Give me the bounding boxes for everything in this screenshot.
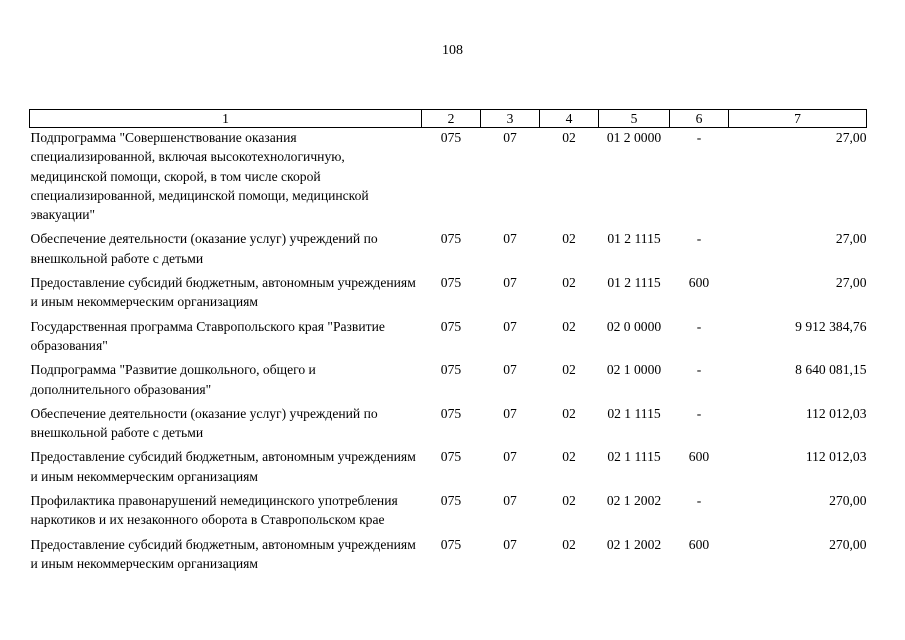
header-cell-1: 1: [30, 110, 422, 128]
table-row: [30, 404, 867, 448]
row-section-code: 07: [503, 231, 517, 247]
row-name: Предоставление субсидий бюджетным, автономным учреждениям и иным некоммерческим организациям: [30, 536, 416, 571]
row-subsection-code: 02: [562, 275, 576, 291]
header-cell-3: 3: [481, 110, 540, 128]
row-expense-type: -: [696, 362, 702, 378]
row-name: Предоставление субсидий бюджетным, автономным учреждениям и иным некоммерческим организациям: [30, 275, 416, 310]
row-expense-type: -: [696, 231, 702, 247]
table-row: [30, 535, 867, 579]
row-ministry-code: 075: [440, 275, 462, 291]
row-section-code: 07: [503, 362, 517, 378]
row-ministry-code: 075: [440, 231, 462, 247]
header-cell-5: 5: [599, 110, 670, 128]
row-subsection-code: 02: [562, 318, 576, 334]
row-ministry-code: 075: [440, 405, 462, 421]
row-expense-type: 600: [688, 536, 710, 552]
row-amount: 112 012,03: [805, 405, 867, 421]
row-ministry-code: 075: [440, 449, 462, 465]
row-expense-type: -: [696, 130, 702, 145]
table-row: [30, 128, 867, 230]
row-subsection-code: 02: [562, 405, 576, 421]
row-section-code: 07: [503, 449, 517, 465]
row-name: Профилактика правонарушений немедицинского употребления наркотиков и их незаконного оборота в Ставропольском крае: [30, 493, 398, 528]
row-target-code: 02 1 2002: [606, 493, 662, 509]
table-row: [30, 273, 867, 317]
row-subsection-code: 02: [562, 130, 576, 145]
table-row: [30, 491, 867, 535]
row-ministry-code: 075: [440, 493, 462, 509]
row-section-code: 07: [503, 405, 517, 421]
row-target-code: 02 0 0000: [606, 318, 662, 334]
row-name: Предоставление субсидий бюджетным, автономным учреждениям и иным некоммерческим организациям: [30, 449, 416, 484]
row-subsection-code: 02: [562, 362, 576, 378]
row-subsection-code: 02: [562, 449, 576, 465]
row-ministry-code: 075: [440, 318, 462, 334]
row-target-code: 01 2 1115: [607, 231, 661, 247]
row-amount: 270,00: [829, 536, 867, 552]
row-target-code: 02 1 1115: [607, 449, 661, 465]
row-amount: 27,00: [835, 231, 867, 247]
row-ministry-code: 075: [440, 536, 462, 552]
table-header: [30, 110, 867, 128]
header-cell-6: 6: [670, 110, 729, 128]
row-name: Обеспечение деятельности (оказание услуг) учреждений по внешкольной работе с детьми: [30, 231, 378, 266]
row-target-code: 02 1 0000: [606, 362, 662, 378]
row-expense-type: -: [696, 493, 702, 509]
row-name: Подпрограмма "Совершенствование оказания специализированной, включая высокотехнологичную, медицинской помощи, скорой, в том числе скорой специализированной, медицинской помощи, медицинской эвакуации": [30, 130, 369, 223]
row-target-code: 01 2 1115: [607, 275, 661, 291]
row-expense-type: 600: [688, 275, 710, 291]
table-row: [30, 229, 867, 273]
row-amount: 27,00: [835, 130, 867, 145]
row-amount: 9 912 384,76: [795, 318, 867, 334]
row-section-code: 07: [503, 493, 517, 509]
row-amount: 8 640 081,15: [795, 362, 867, 378]
row-expense-type: 600: [688, 449, 710, 465]
row-target-code: 02 1 2002: [606, 536, 662, 552]
row-section-code: 07: [503, 130, 517, 145]
table-row: [30, 447, 867, 491]
row-name: Обеспечение деятельности (оказание услуг) учреждений по внешкольной работе с детьми: [30, 405, 378, 441]
header-row: [30, 110, 867, 128]
row-ministry-code: 075: [440, 362, 462, 378]
row-section-code: 07: [503, 275, 517, 291]
row-target-code: 02 1 1115: [607, 405, 661, 421]
header-cell-7: 7: [729, 110, 867, 128]
row-expense-type: -: [696, 405, 702, 421]
page-number: 108: [442, 43, 463, 58]
row-amount: 27,00: [835, 275, 867, 291]
row-subsection-code: 02: [562, 493, 576, 509]
row-subsection-code: 02: [562, 536, 576, 552]
table-body: [30, 128, 867, 579]
row-ministry-code: 075: [440, 130, 462, 145]
row-expense-type: -: [696, 318, 702, 334]
budget-table: [29, 109, 867, 578]
row-section-code: 07: [503, 318, 517, 334]
table-row: [30, 360, 867, 404]
header-cell-2: 2: [422, 110, 481, 128]
row-name: Подпрограмма "Развитие дошкольного, общего и дополнительного образования": [30, 362, 316, 397]
row-subsection-code: 02: [562, 231, 576, 247]
table-row: [30, 317, 867, 361]
row-name: Государственная программа Ставропольского края "Развитие образования": [30, 318, 385, 353]
row-amount: 270,00: [829, 493, 867, 509]
header-cell-4: 4: [540, 110, 599, 128]
row-target-code: 01 2 0000: [606, 130, 662, 145]
row-amount: 112 012,03: [805, 449, 867, 465]
row-section-code: 07: [503, 536, 517, 552]
